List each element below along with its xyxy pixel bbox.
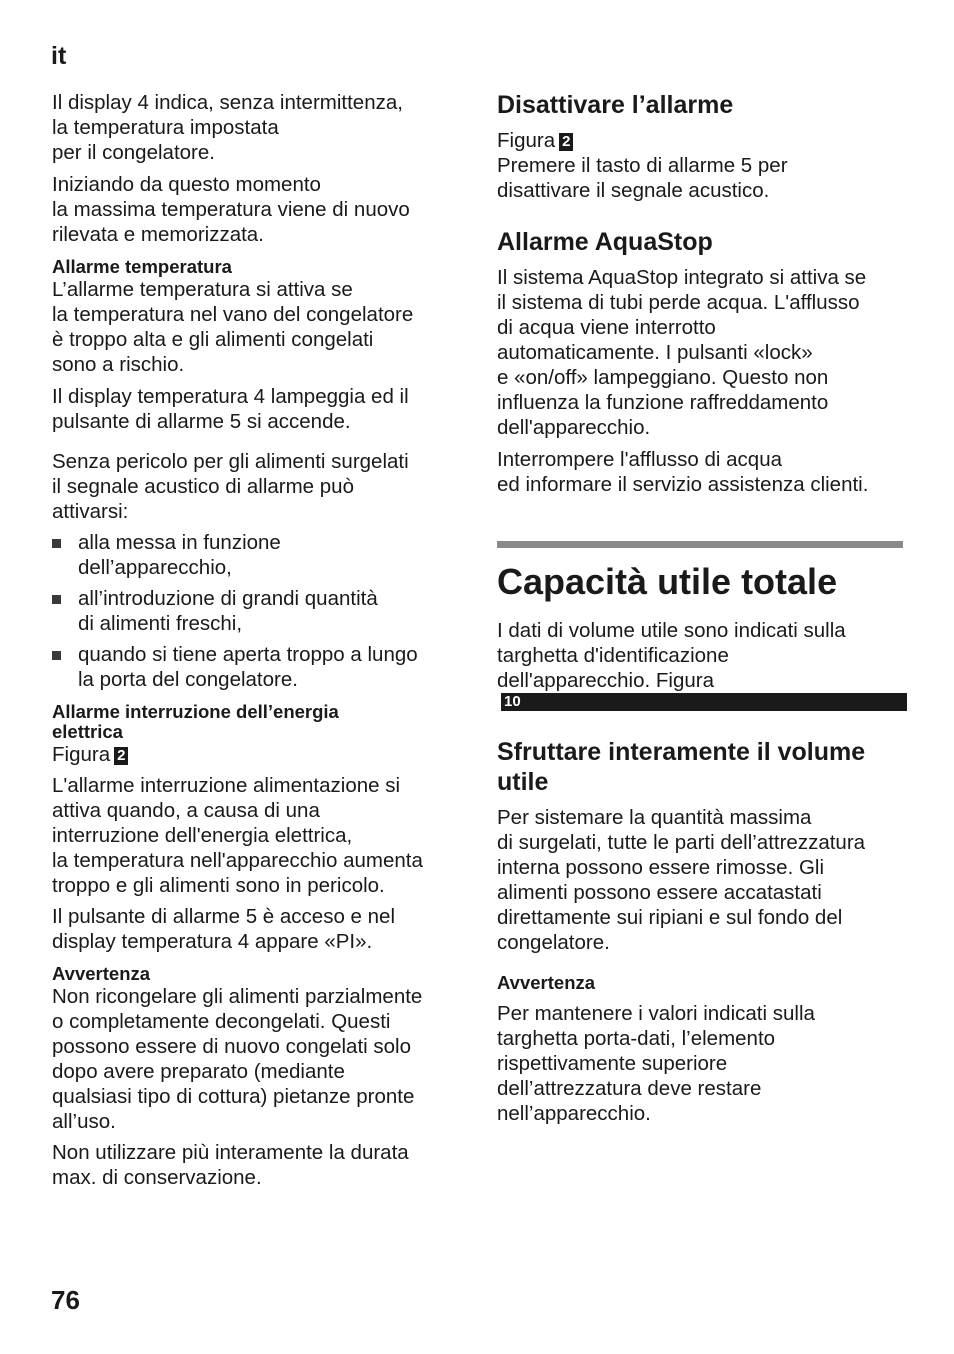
temp-alarm-paragraph-3: Senza pericolo per gli alimenti surgelati il segnale acustico di allarme può attivarsi: — [52, 450, 409, 523]
volume-heading: Sfruttare interamente il volume utile — [497, 738, 866, 796]
intro-paragraph-2: Iniziando da questo momento la massima temperatura viene di nuovo rilevata e memorizzata. — [52, 173, 410, 246]
disable-alarm-figure-ref: Figura 2 — [497, 128, 907, 153]
capacity-title: Capacità utile totale — [497, 561, 838, 602]
note-heading: Avvertenza — [52, 963, 151, 984]
note-paragraph-1: Non ricongelare gli alimenti parzialmente o completamente decongelati. Questi possono essere di nuovo congelati solo dopo avere preparato (mediante qualsiasi tipo di cottura) pietanze pronte all’uso. — [52, 985, 423, 1133]
temp-alarm-paragraph-1: L’allarme temperatura si attiva se la temperatura nel vano del congelatore è troppo alta e gli alimenti congelati sono a rischio. — [52, 278, 414, 376]
figure-number-badge: 10 — [501, 693, 907, 711]
language-label: it — [51, 42, 67, 70]
square-bullet-icon — [52, 651, 61, 660]
power-alarm-heading: Allarme interruzione dell’energia elettrica — [52, 701, 339, 742]
temp-alarm-heading: Allarme temperatura — [52, 256, 232, 277]
note-heading: Avvertenza — [497, 972, 596, 993]
capacity-paragraph: I dati di volume utile sono indicati sulla targhetta d'identificazione dell'apparecchio. Figura 10 — [497, 618, 907, 711]
power-alarm-paragraph-2: Il pulsante di allarme 5 è acceso e nel display temperatura 4 appare «PI». — [52, 905, 396, 953]
aquastop-paragraph-1: Il sistema AquaStop integrato si attiva se il sistema di tubi perde acqua. L'afflusso di acqua viene interrotto automaticamente. I pulsanti «lock» e «on/off» lampeggiano. Questo non influenza la funzione raffreddamento dell'apparecchio. — [497, 266, 867, 439]
bullet-list — [52, 530, 462, 692]
temp-alarm-paragraph-2: Il display temperatura 4 lampeggia ed il pulsante di allarme 5 si accende. — [52, 385, 409, 433]
figure-number-badge: 2 — [114, 747, 128, 765]
section-divider — [497, 541, 903, 548]
disable-alarm-paragraph: Premere il tasto di allarme 5 per disattivare il segnale acustico. — [497, 154, 788, 202]
intro-paragraph-1: Il display 4 indica, senza intermittenza, la temperatura impostata per il congelatore. — [52, 91, 403, 164]
aquastop-paragraph-2: Interrompere l'afflusso di acqua ed informare il servizio assistenza clienti. — [497, 448, 869, 496]
square-bullet-icon — [52, 595, 61, 604]
note-paragraph: Per mantenere i valori indicati sulla targhetta porta-dati, l’elemento rispettivamente superiore dell’attrezzatura deve restare nell’apparecchio. — [497, 1002, 815, 1125]
power-alarm-paragraph-1: L'allarme interruzione alimentazione si attiva quando, a causa di una interruzione dell'energia elettrica, la temperatura nell'apparecchio aumenta troppo e gli alimenti sono in pericolo. — [52, 774, 423, 897]
list-item: alla messa in funzione dell’apparecchio, — [52, 530, 462, 580]
list-item: quando si tiene aperta troppo a lungo la porta del congelatore. — [52, 642, 462, 692]
figure-number-badge: 2 — [559, 133, 573, 151]
page-number: 76 — [51, 1285, 80, 1315]
right-column — [497, 90, 907, 1126]
volume-paragraph: Per sistemare la quantità massima di surgelati, tutte le parti dell’attrezzatura interna possono essere rimosse. Gli alimenti possono essere accatastati direttamente sui ripiani e sul fondo del congelatore. — [497, 806, 866, 954]
list-item: all’introduzione di grandi quantità di alimenti freschi, — [52, 586, 462, 636]
power-alarm-figure-ref: Figura 2 — [52, 742, 462, 767]
note-paragraph-2: Non utilizzare più interamente la durata max. di conservazione. — [52, 1141, 409, 1189]
disable-alarm-heading: Disattivare l’allarme — [497, 91, 734, 119]
aquastop-heading: Allarme AquaStop — [497, 228, 713, 256]
left-column — [52, 90, 462, 1190]
square-bullet-icon — [52, 539, 61, 548]
